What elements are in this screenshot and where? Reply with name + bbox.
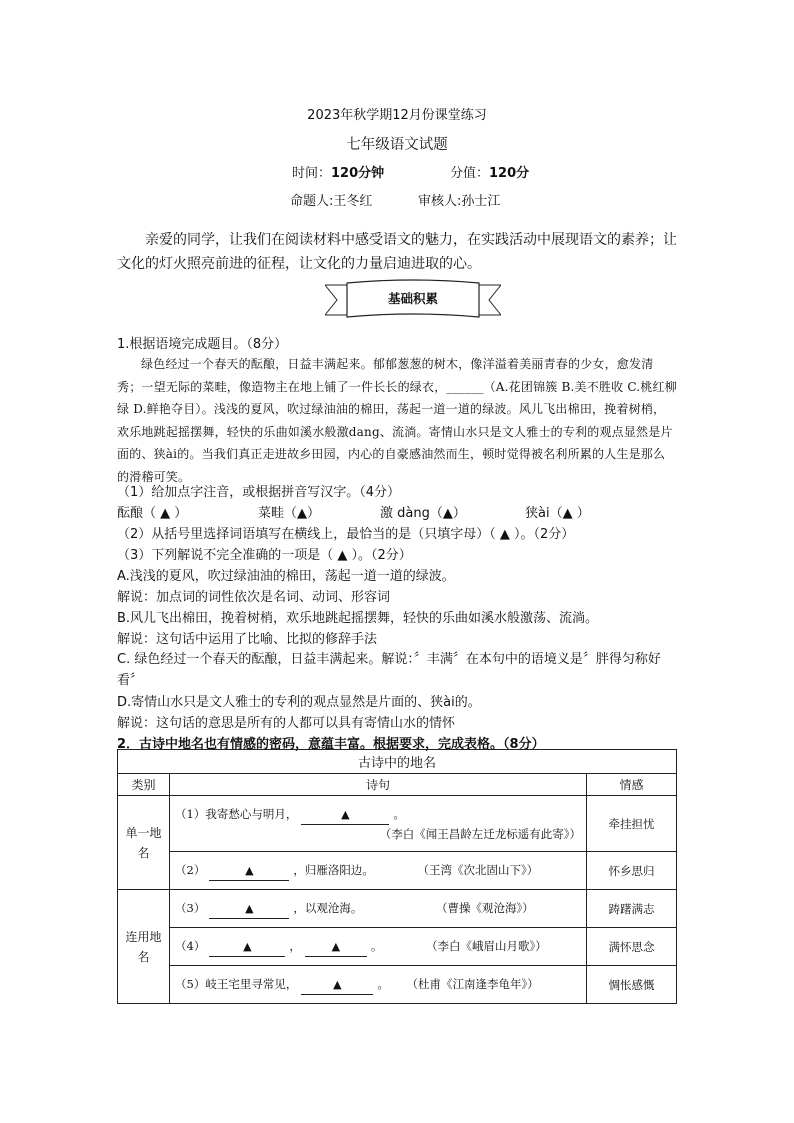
time-label: 时间： — [292, 166, 332, 181]
score-value: 120分 — [489, 166, 530, 181]
verse-cell: （5）岐王宅里寻常见， ▲ 。 （杜甫《江南逢李龟年》） — [170, 966, 587, 1004]
answer-blank[interactable]: ▲ — [209, 900, 289, 919]
emotion-cell: 牵挂担忧 — [587, 796, 677, 852]
answer-blank[interactable]: ▲ — [301, 976, 373, 995]
category-single: 单一地名 — [118, 796, 170, 890]
q1-option-a-note: 解说：加点词的词性依次是名词、动词、形容词 — [117, 590, 391, 605]
score-info — [450, 162, 529, 181]
q1-option-b-note: 解说：这句话中运用了比喻、比拟的修辞手法 — [117, 632, 378, 647]
q1-option-d-note: 解说：这句话的意思是所有的人都可以具有寄情山水的情怀 — [117, 716, 456, 731]
q1-passage: 绿色经过一个春天的酝酿，日益丰满起来。郁郁葱葱的树木，像洋溢着美丽青春的少女，愈发清秀；一望无际的菜畦，像造物主在地上铺了一件长长的绿衣，______（A.花团锦簇 B.美不胜收 C.桃红柳绿 D.鲜艳夺目）。浅浅的夏风，吹过绿油油的棉田，荡起一道一道的绿波。风儿飞出棉田，挽着树梢，欢乐地跳起摇摆舞，轻快的乐曲如溪水般激dang、流淌。寄情山水只是文人雅士的专利的观点显然是片面的、狭ài的。当我们真正走进故乡田园，内心的自豪感油然而生，顿时觉得被名利所累的人生是那么的滑稽可笑。 — [117, 357, 677, 484]
emotion-cell: 惆怅感慨 — [587, 966, 677, 1004]
table-row — [118, 928, 677, 966]
q1-option-c: C. 绿色经过一个春天的酝酿，日益丰满起来。解说：〞丰满〞在本句中的语境义是〞胖得匀称好看〞 — [117, 652, 661, 688]
verse-source: （王湾《次北固山下》） — [417, 862, 539, 877]
q1-title: 1.根据语境完成题目。（8分） — [117, 337, 288, 352]
q1-option-b: B.风儿飞出棉田，挽着树梢，欢乐地跳起摇摆舞，轻快的乐曲如溪水般激荡、流淌。 — [117, 611, 599, 626]
exam-title: 七年级语文试题 — [346, 137, 448, 153]
q1-sub3: （3）下列解说不完全准确的一项是（ ▲ ）。（2分） — [117, 548, 412, 563]
q1-option-a: A.浅浅的夏风，吹过绿油油的棉田，荡起一道一道的绿波。 — [117, 569, 455, 584]
intro-paragraph: 亲爱的同学，让我们在阅读材料中感受语文的魅力，在实践活动中展现语文的素养；让文化的灯火照亮前进的征程，让文化的力量启迪进取的心。 — [117, 232, 677, 272]
q1-sub1: （1）给加点字注音，或根据拼音写汉字。（4分） — [117, 485, 401, 500]
table-row — [118, 890, 677, 928]
author: 命题人:王冬红 — [290, 194, 373, 209]
category-multi: 连用地名 — [118, 890, 170, 1004]
q1-sub1-item-1: 酝酿（ ▲ ） — [117, 506, 188, 521]
table-row — [118, 796, 677, 852]
header-verse: 诗句 — [170, 774, 587, 796]
q2-title: 2．古诗中地名也有情感的密码，意蕴丰富。根据要求，完成表格。（8分） — [117, 737, 545, 752]
q1-option-d: D.寄情山水只是文人雅士的专利的观点显然是片面的、狭ài的。 — [117, 695, 481, 710]
table-row — [118, 966, 677, 1004]
table-caption: 古诗中的地名 — [118, 750, 677, 774]
verse-cell: （2） ▲ ，归雁洛阳边。 （王湾《次北固山下》） — [170, 852, 587, 890]
q1-sub1-item-4: 狭ài（▲ ） — [525, 506, 590, 521]
answer-blank[interactable]: ▲ — [305, 938, 367, 957]
answer-blank[interactable]: ▲ — [209, 938, 285, 957]
verse-cell: （1）我寄愁心与明月， ▲ 。 （李白《闻王昌龄左迁龙标遥有此寄》） — [170, 796, 587, 852]
answer-blank[interactable]: ▲ — [301, 806, 389, 825]
q1-sub1-item-3: 激 dàng（▲） — [380, 506, 466, 521]
header-category: 类别 — [118, 774, 170, 796]
emotion-cell: 满怀思念 — [587, 928, 677, 966]
poem-place-table — [117, 749, 677, 1004]
verse-cell: （4） ▲ ， ▲ 。 （李白《峨眉山月歌》） — [170, 928, 587, 966]
score-label: 分值： — [450, 166, 490, 181]
time-info — [292, 162, 384, 181]
emotion-cell: 踌躇满志 — [587, 890, 677, 928]
verse-source: （曹操《观沧海》） — [435, 900, 534, 915]
q1-sub2: （2）从括号里选择词语填写在横线上，最恰当的是（只填字母）（ ▲ ）。（2分） — [117, 527, 575, 542]
exam-subtitle: 2023年秋学期12月份课堂练习 — [307, 108, 487, 123]
verse-source: （李白《峨眉山月歌》） — [425, 938, 547, 953]
time-value: 120分钟 — [331, 166, 385, 181]
banner-label: 基础积累 — [387, 291, 438, 306]
reviewer: 审核人:孙士江 — [418, 194, 501, 209]
table-row — [118, 852, 677, 890]
header-emotion: 情感 — [587, 774, 677, 796]
q1-sub1-item-2: 菜畦（▲） — [258, 506, 320, 521]
answer-blank[interactable]: ▲ — [209, 862, 289, 881]
verse-source: （李白《闻王昌龄左迁龙标遥有此寄》） — [379, 826, 581, 841]
verse-source: （杜甫《江南逢李龟年》） — [406, 976, 539, 991]
emotion-cell: 怀乡思归 — [587, 852, 677, 890]
verse-cell: （3） ▲ ，以观沧海。 （曹操《观沧海》） — [170, 890, 587, 928]
